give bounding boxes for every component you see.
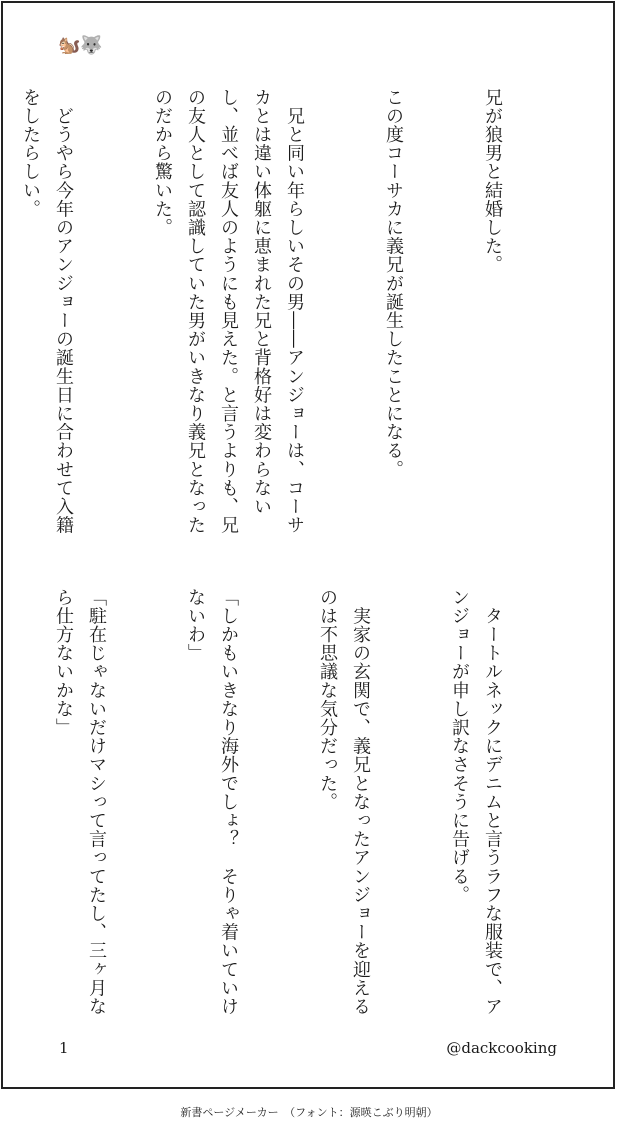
paragraph: 「駐在じゃないだけマシって言ってたし、三ヶ月なら仕方ないかな」: [53, 588, 107, 1016]
paragraph: タートルネックにデニムと言うラフな服装で、アンジョーが申し訳なさそうに告げる。: [449, 588, 503, 1016]
paragraph: 兄と同い年らしいその男――アンジョーは、コーサカとは違い体躯に恵まれた兄と背格好は変わらないし、並べば友人のようにも見えた。と言うよりも、兄の友人として認識していた男がいきなり義兄となったのだから驚いた。: [152, 88, 305, 535]
page-number: 1: [59, 1039, 69, 1057]
paragraph: 実家の玄関で、義兄となったアンジョーを迎えるのは不思議な気分だった。: [317, 588, 371, 1016]
top-text-block: [20, 88, 575, 551]
squirrel-emoji-icon: 🐿️: [58, 35, 81, 56]
novel-page: [1, 1, 615, 1089]
header-emoji-mark: [58, 35, 103, 57]
bottom-text-block: [50, 588, 575, 1028]
paragraph: どうやら今年のアンジョーの誕生日に合わせて入籍をしたらしい。: [20, 88, 74, 535]
paragraph: この度コーサカに義兄が誕生したことになる。: [383, 88, 404, 479]
paragraph: 「しかもいきなり海外でしょ？ そりゃ着いていけないわ」: [185, 588, 239, 1016]
author-handle: @dackcooking: [446, 1039, 557, 1057]
footer-credit: 新書ページメーカー （フォント：源暎こぶり明朝）: [180, 1106, 438, 1119]
wolf-emoji-icon: 🐺: [80, 35, 103, 56]
paragraph: 兄が狼男と結婚した。: [482, 88, 503, 274]
